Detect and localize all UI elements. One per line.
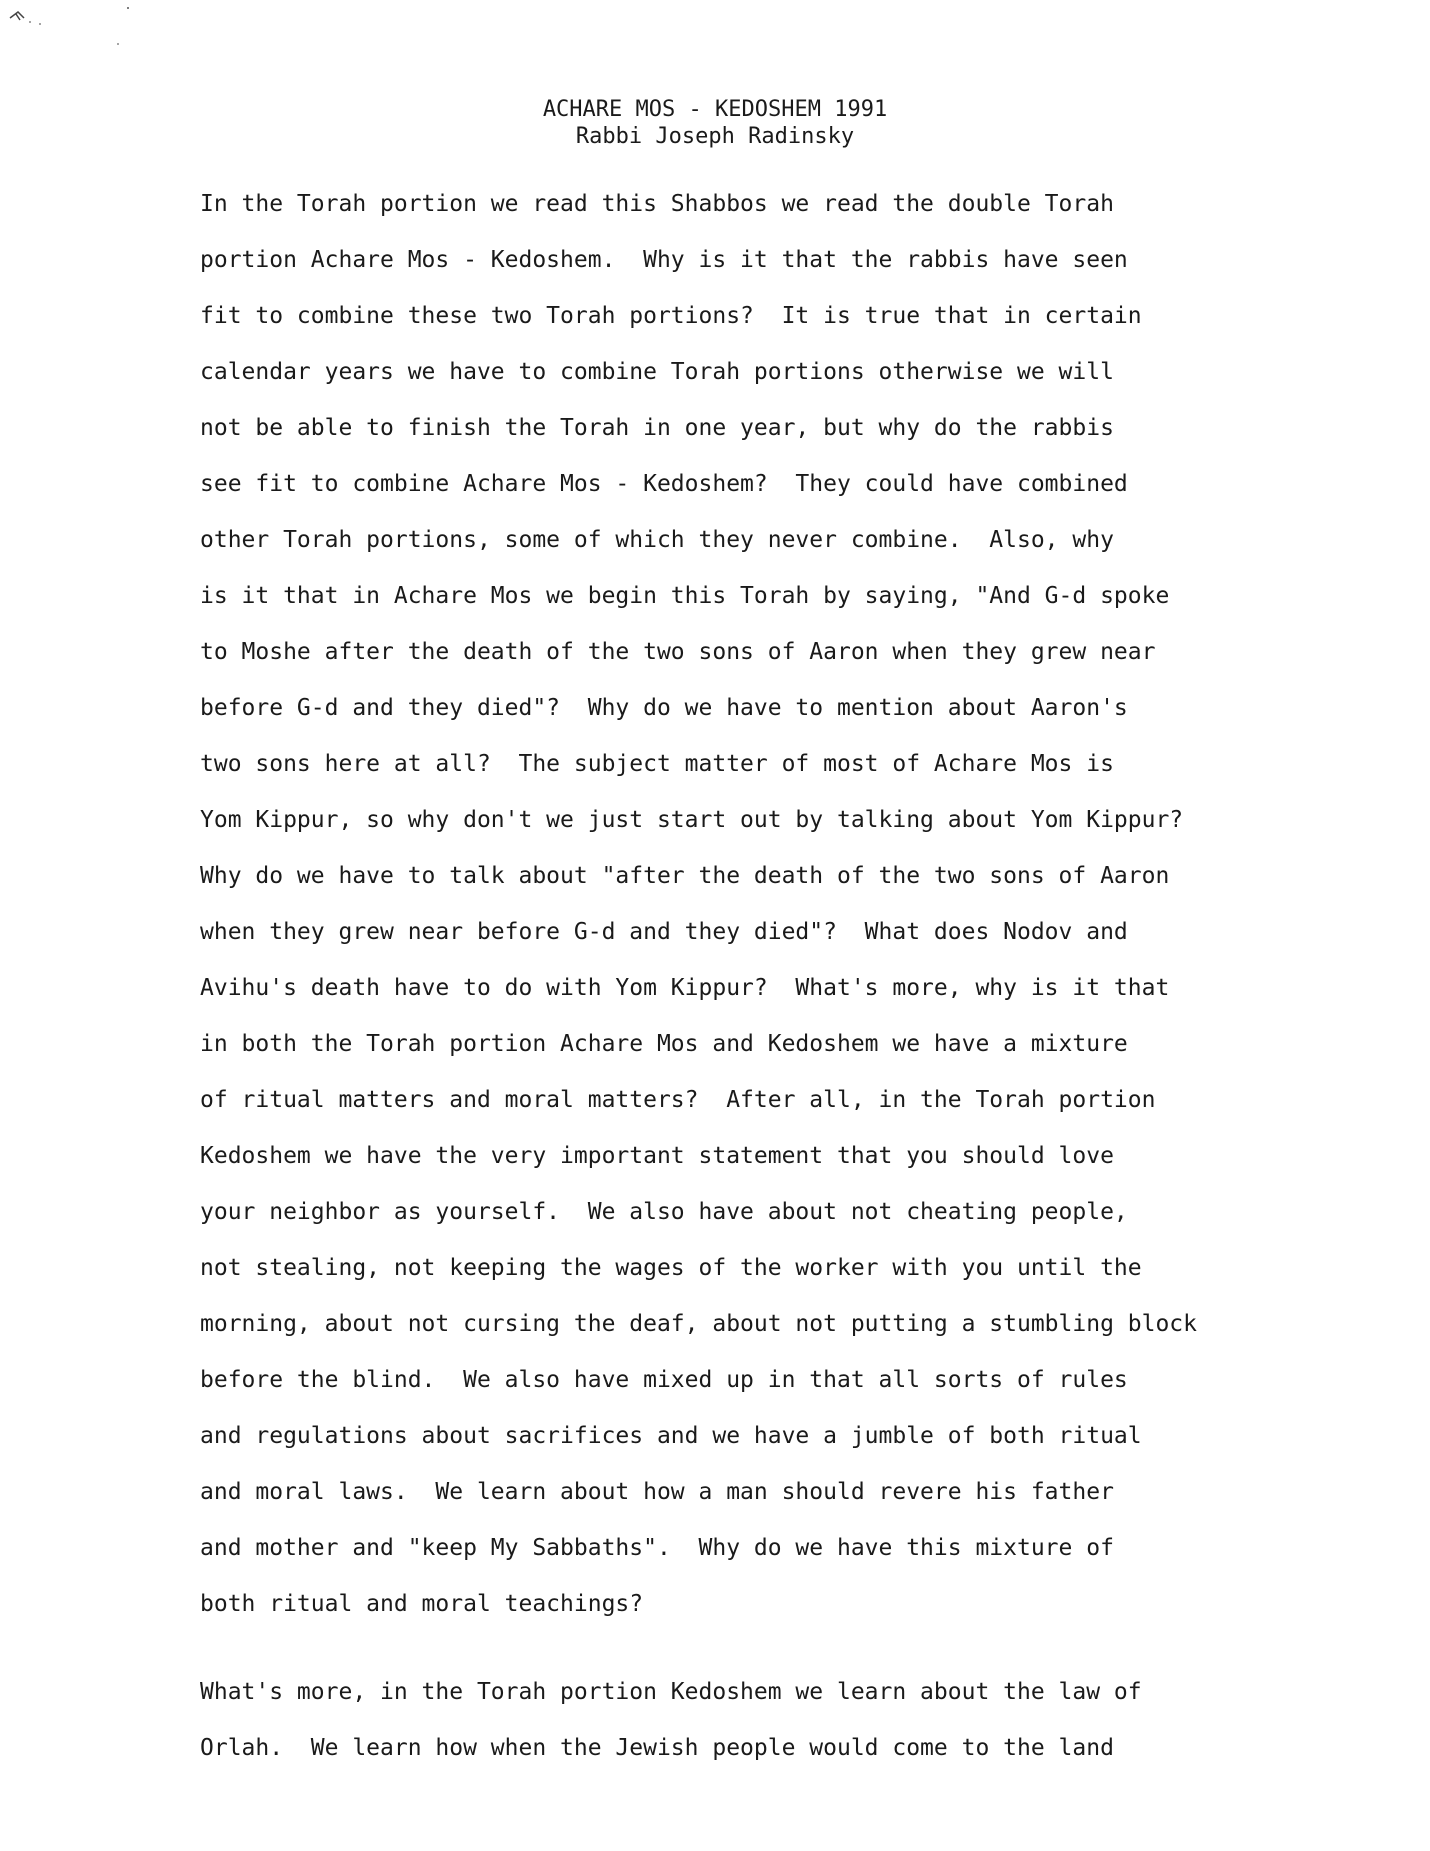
text-line: and moral laws. We learn about how a man should revere his father — [200, 1479, 1114, 1505]
text-line: Why do we have to talk about "after the death of the two sons of Aaron — [200, 863, 1170, 889]
text-line: both ritual and moral teachings? — [200, 1591, 644, 1617]
document-author: Rabbi Joseph Radinsky — [575, 124, 855, 149]
text-line: to Moshe after the death of the two sons of Aaron when they grew near — [200, 639, 1156, 665]
document-title: ACHARE MOS - KEDOSHEM 1991 — [542, 97, 888, 122]
text-line: in both the Torah portion Achare Mos and Kedoshem we have a mixture — [200, 1031, 1128, 1057]
text-line: is it that in Achare Mos we begin this Torah by saying, "And G-d spoke — [200, 583, 1170, 609]
paragraph-1 — [200, 176, 1240, 1632]
text-line: when they grew near before G-d and they died"? What does Nodov and — [200, 919, 1128, 945]
text-line: fit to combine these two Torah portions? It is true that in certain — [200, 303, 1142, 329]
document-body — [200, 176, 1240, 1776]
text-line: your neighbor as yourself. We also have about not cheating people, — [200, 1199, 1128, 1225]
text-line: other Torah portions, some of which they never combine. Also, why — [200, 527, 1114, 553]
text-line: see fit to combine Achare Mos - Kedoshem? They could have combined — [200, 471, 1128, 497]
paragraph-2 — [200, 1664, 1240, 1776]
text-line: calendar years we have to combine Torah portions otherwise we will — [200, 359, 1114, 385]
text-line: Avihu's death have to do with Yom Kippur? What's more, why is it that — [200, 975, 1170, 1001]
paragraph-gap — [200, 1632, 1240, 1664]
text-line: before the blind. We also have mixed up in that all sorts of rules — [200, 1367, 1128, 1393]
text-line: of ritual matters and moral matters? After all, in the Torah portion — [200, 1087, 1156, 1113]
text-line: portion Achare Mos - Kedoshem. Why is it that the rabbis have seen — [200, 247, 1128, 273]
scan-speck-marks — [0, 0, 140, 50]
text-line: not stealing, not keeping the wages of the worker with you until the — [200, 1255, 1142, 1281]
document-header — [0, 96, 1430, 150]
text-line: In the Torah portion we read this Shabbos we read the double Torah — [200, 191, 1114, 217]
text-line: What's more, in the Torah portion Kedoshem we learn about the law of — [200, 1679, 1142, 1705]
text-line: Yom Kippur, so why don't we just start out by talking about Yom Kippur? — [200, 807, 1184, 833]
text-line: morning, about not cursing the deaf, about not putting a stumbling block — [200, 1311, 1197, 1337]
text-line: and mother and "keep My Sabbaths". Why do we have this mixture of — [200, 1535, 1114, 1561]
text-line: Orlah. We learn how when the Jewish people would come to the land — [200, 1735, 1114, 1761]
text-line: two sons here at all? The subject matter of most of Achare Mos is — [200, 751, 1114, 777]
text-line: not be able to finish the Torah in one year, but why do the rabbis — [200, 415, 1114, 441]
text-line: and regulations about sacrifices and we have a jumble of both ritual — [200, 1423, 1142, 1449]
text-line: Kedoshem we have the very important statement that you should love — [200, 1143, 1114, 1169]
text-line: before G-d and they died"? Why do we have to mention about Aaron's — [200, 695, 1128, 721]
